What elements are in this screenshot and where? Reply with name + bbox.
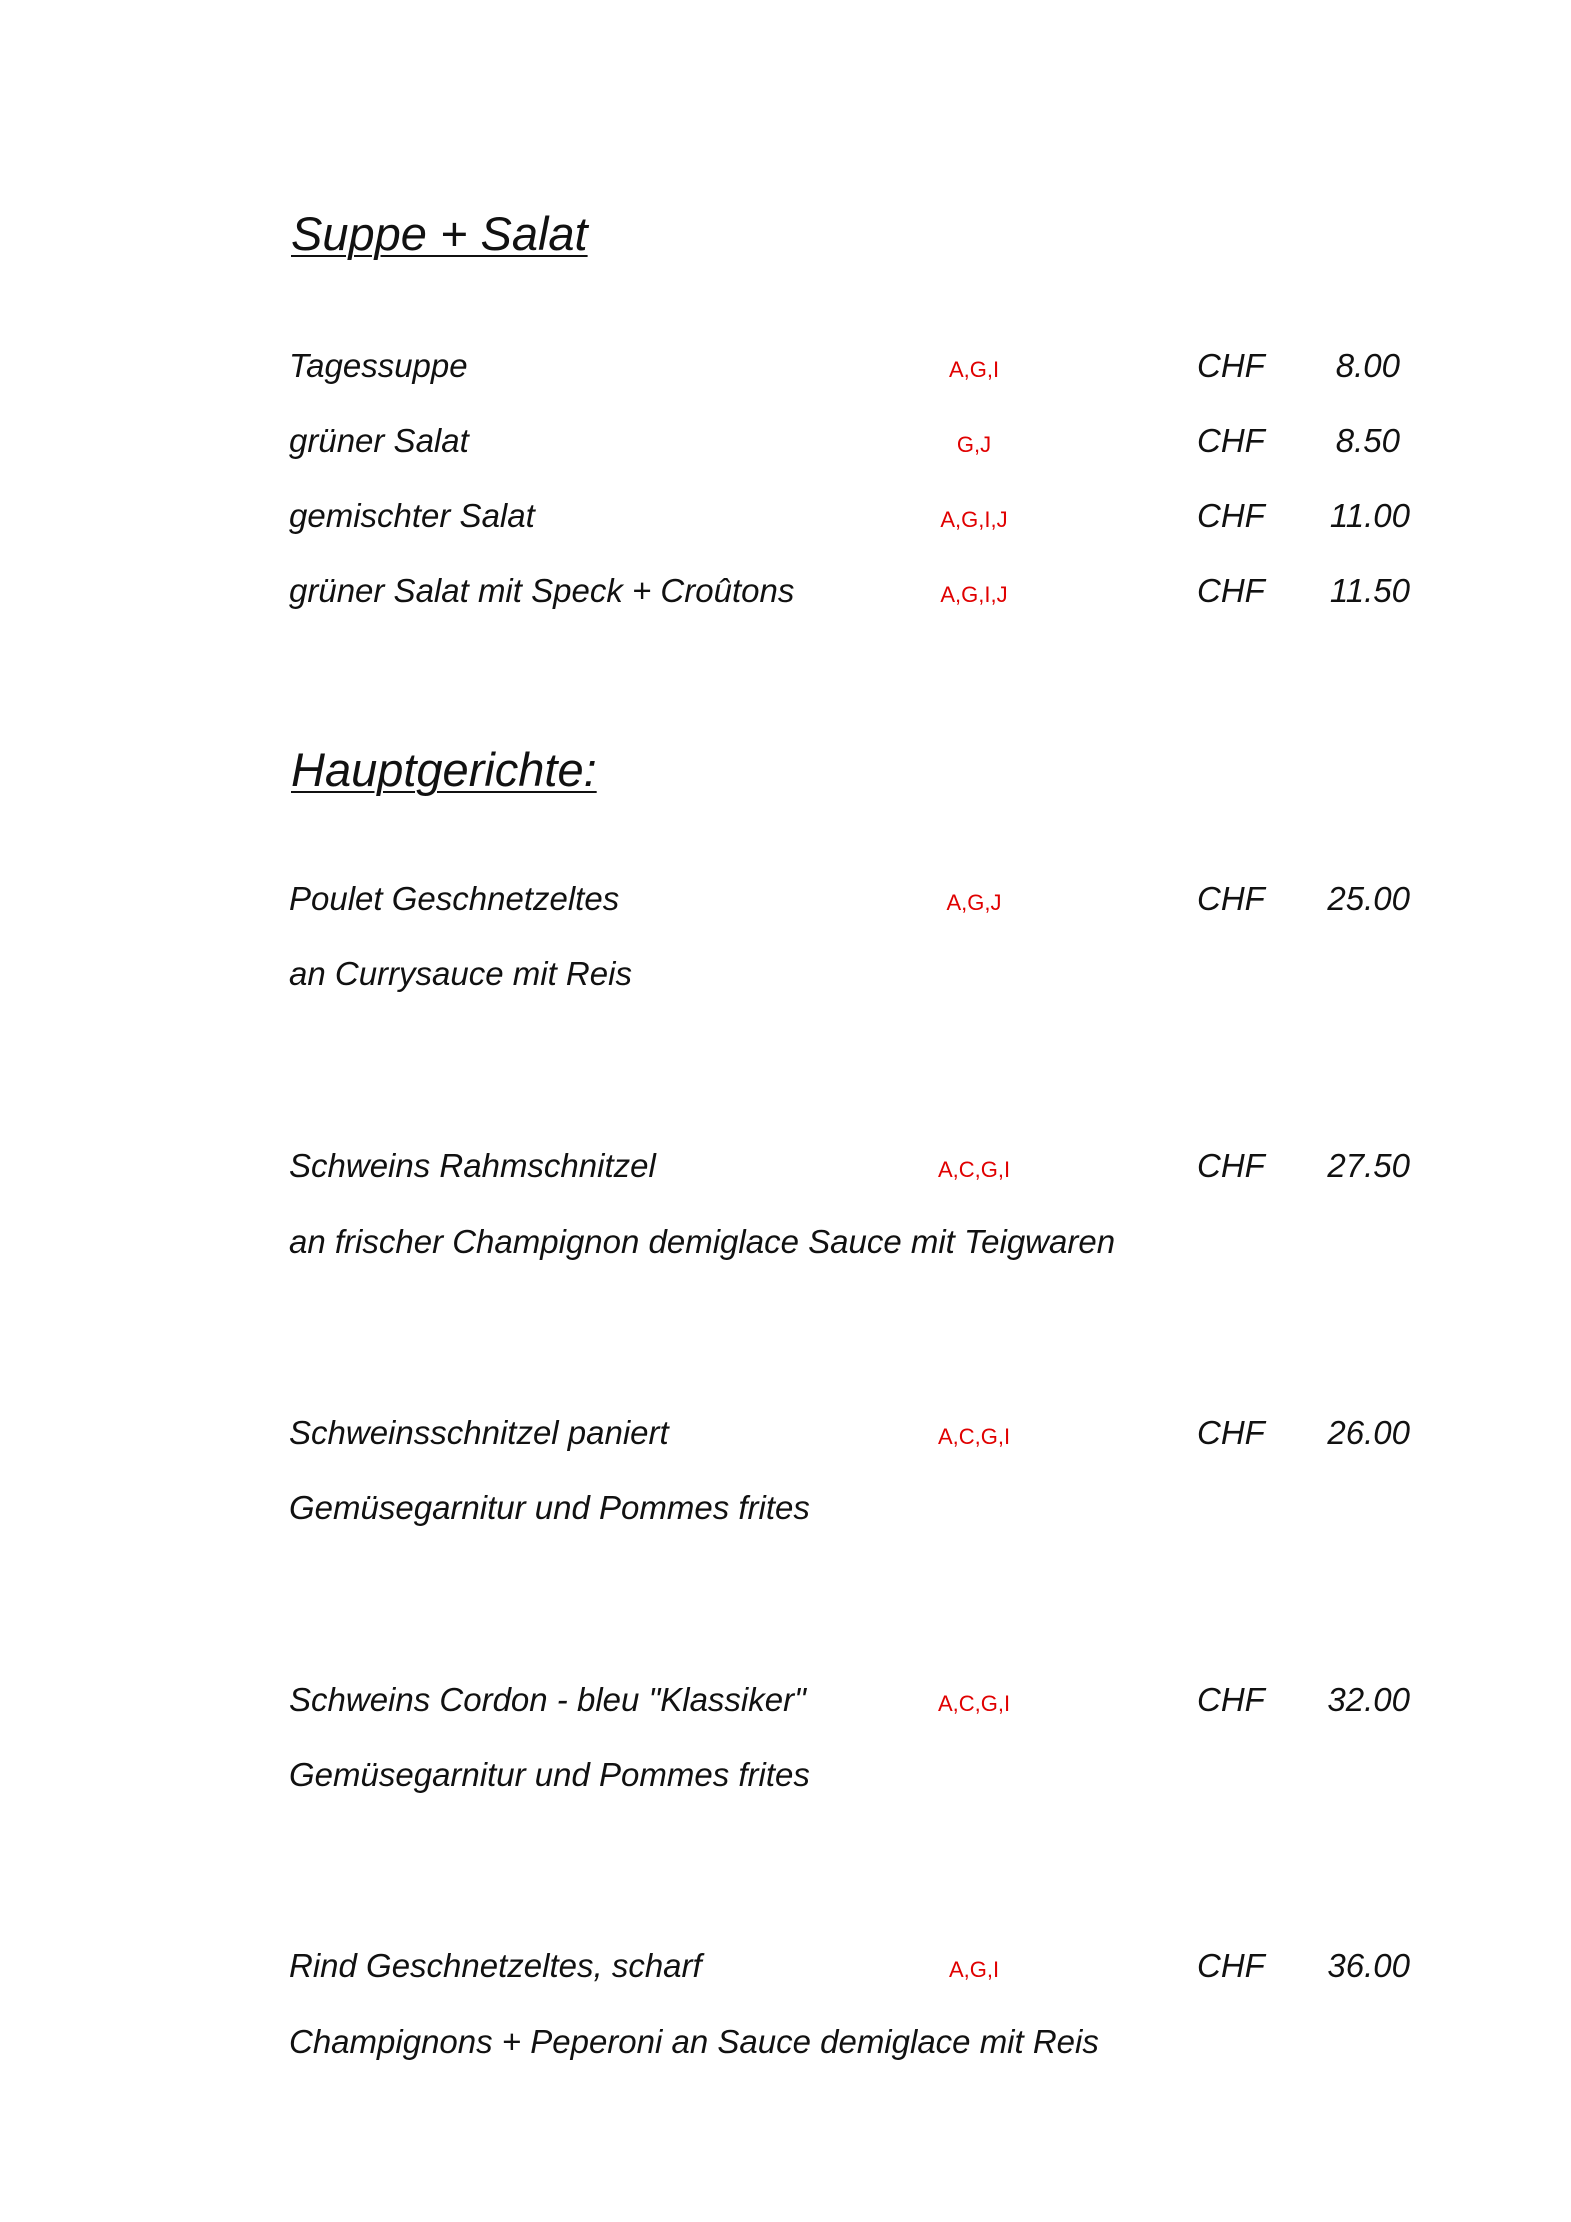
section-title-hauptgerichte: Hauptgerichte: (291, 743, 597, 796)
item-price: 11.50 (1329, 572, 1410, 609)
item-name: Poulet Geschnetzeltes (289, 880, 620, 917)
item-name: Tagessuppe (289, 347, 468, 384)
menu-item-description-row (0, 1220, 1571, 1264)
item-price: 36.00 (1327, 1947, 1410, 1984)
menu-item: grüner Salat mit Speck + Croûtons A,G,I,J CHF 11.50 (0, 569, 1571, 613)
currency-label: CHF (1197, 347, 1265, 384)
menu-item: Schweins Rahmschnitzel A,C,G,I CHF 27.50 (0, 1144, 1571, 1188)
item-price: 8.00 (1335, 347, 1400, 384)
currency-label: CHF (1197, 422, 1265, 459)
item-description: Gemüsegarnitur und Pommes frites (289, 1489, 810, 1526)
menu-item: Schweinsschnitzel paniert A,C,G,I CHF 26.00 (0, 1411, 1571, 1455)
item-description: Gemüsegarnitur und Pommes frites (289, 1756, 810, 1793)
item-name: grüner Salat mit Speck + Croûtons (289, 572, 795, 609)
item-description: an frischer Champignon demiglace Sauce mit Teigwaren (289, 1223, 1116, 1260)
item-price: 27.50 (1327, 1147, 1410, 1184)
item-name: grüner Salat (289, 422, 469, 459)
item-name: Rind Geschnetzeltes, scharf (289, 1947, 702, 1984)
menu-item: gemischter Salat A,G,I,J CHF 11.00 (0, 494, 1571, 538)
menu-item-description-row (0, 2020, 1571, 2064)
menu-item: Tagessuppe A,G,I CHF 8.00 (0, 344, 1571, 388)
menu-item: Schweins Cordon - bleu "Klassiker" A,C,G,I CHF 32.00 (0, 1678, 1571, 1722)
menu-item: grüner Salat G,J CHF 8.50 (0, 419, 1571, 463)
section-title-suppe-salat: Suppe + Salat (291, 207, 588, 260)
item-price: 25.00 (1327, 880, 1410, 917)
currency-label: CHF (1197, 497, 1265, 534)
menu-item: Rind Geschnetzeltes, scharf A,G,I CHF 36.00 (0, 1944, 1571, 1988)
item-price: 8.50 (1335, 422, 1400, 459)
item-name: gemischter Salat (289, 497, 535, 534)
item-price: 26.00 (1327, 1414, 1410, 1451)
item-description: Champignons + Peperoni an Sauce demiglace mit Reis (289, 2023, 1099, 2060)
currency-label: CHF (1197, 1681, 1265, 1718)
item-name: Schweinsschnitzel paniert (289, 1414, 669, 1451)
item-price: 11.00 (1329, 497, 1410, 534)
menu-item-description-row (0, 952, 1571, 996)
menu-item-description-row (0, 1753, 1571, 1797)
item-price: 32.00 (1327, 1681, 1410, 1718)
currency-label: CHF (1197, 1414, 1265, 1451)
item-name: Schweins Cordon - bleu "Klassiker" (289, 1681, 806, 1718)
item-description: an Currysauce mit Reis (289, 955, 632, 992)
menu-item: Poulet Geschnetzeltes A,G,J CHF 25.00 (0, 877, 1571, 921)
item-name: Schweins Rahmschnitzel (289, 1147, 656, 1184)
menu-item-description-row (0, 1486, 1571, 1530)
currency-label: CHF (1197, 572, 1265, 609)
currency-label: CHF (1197, 1147, 1265, 1184)
currency-label: CHF (1197, 1947, 1265, 1984)
currency-label: CHF (1197, 880, 1265, 917)
